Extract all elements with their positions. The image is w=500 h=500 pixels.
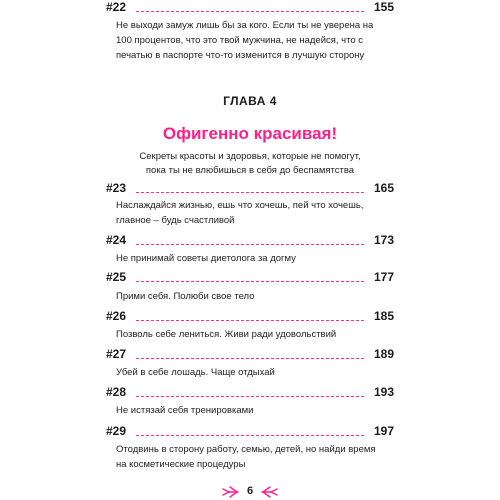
entry-number: #23 (106, 181, 129, 195)
entry-page: 155 (371, 0, 394, 14)
dotted-leader (136, 11, 364, 12)
page-footer (0, 484, 500, 500)
dotted-leader (136, 244, 364, 245)
toc-entry-header[interactable] (106, 233, 394, 249)
entry-number: #29 (106, 424, 129, 438)
entry-number: #28 (106, 385, 129, 399)
sparkle-icon (261, 486, 279, 498)
entry-number: #27 (106, 347, 129, 361)
toc-entry-header[interactable] (106, 181, 394, 197)
entry-description: Убей в себе лошадь. Чаще отдыхай (116, 367, 275, 378)
page-number: 6 (246, 485, 254, 497)
entry-page: 189 (371, 347, 394, 361)
toc-entry-header[interactable] (106, 424, 394, 440)
entry-number: #26 (106, 309, 129, 323)
entry-page: 165 (371, 181, 394, 195)
entry-description: Позволь себе лениться. Живи ради удовольствий (116, 329, 337, 340)
entry-description: Не принимай советы диетолога за догму (116, 253, 296, 264)
entry-page: 177 (371, 270, 394, 284)
dotted-leader (136, 396, 364, 397)
entry-page: 193 (371, 385, 394, 399)
entry-description: Наслаждайся жизнью, ешь что хочешь, пей что хочешь, главное – будь счастливой (116, 200, 364, 226)
entry-description: Не выходи замуж лишь бы за кого. Если ты не уверена на 100 процентов, что это твой мужчина, не надейся, что с печатью в паспорте что-то изменится в лучшую сторону (116, 20, 374, 61)
chapter-title: Офигенно красивая! (162, 124, 338, 143)
chapter-label: ГЛАВА 4 (223, 94, 277, 108)
entry-description: Не истязай себя тренировками (116, 405, 254, 416)
entry-description: Прими себя. Полюби свое тело (116, 291, 255, 302)
dotted-leader (136, 320, 364, 321)
dotted-leader (136, 281, 364, 282)
entry-page: 197 (371, 424, 394, 438)
entry-number: #25 (106, 270, 129, 284)
toc-entry-22-header[interactable] (106, 0, 394, 16)
entry-number: #24 (106, 233, 129, 247)
toc-entry-header[interactable] (106, 309, 394, 325)
entry-page: 173 (371, 233, 394, 247)
entry-number: #22 (106, 0, 129, 14)
dotted-leader (136, 192, 364, 193)
entry-description: Отодвинь в сторону работу, семью, детей, но найди время на косметические процедуры (116, 444, 376, 470)
chapter-subtitle: Секреты красоты и здоровья, которые не помогут, пока ты не влюбишься в себя до беспамятства (139, 151, 361, 176)
dotted-leader (136, 435, 364, 436)
entry-page: 185 (371, 309, 394, 323)
toc-entry-header[interactable] (106, 347, 394, 363)
toc-entry-header[interactable] (106, 270, 394, 286)
dotted-leader (136, 358, 364, 359)
toc-entry-header[interactable] (106, 385, 394, 401)
